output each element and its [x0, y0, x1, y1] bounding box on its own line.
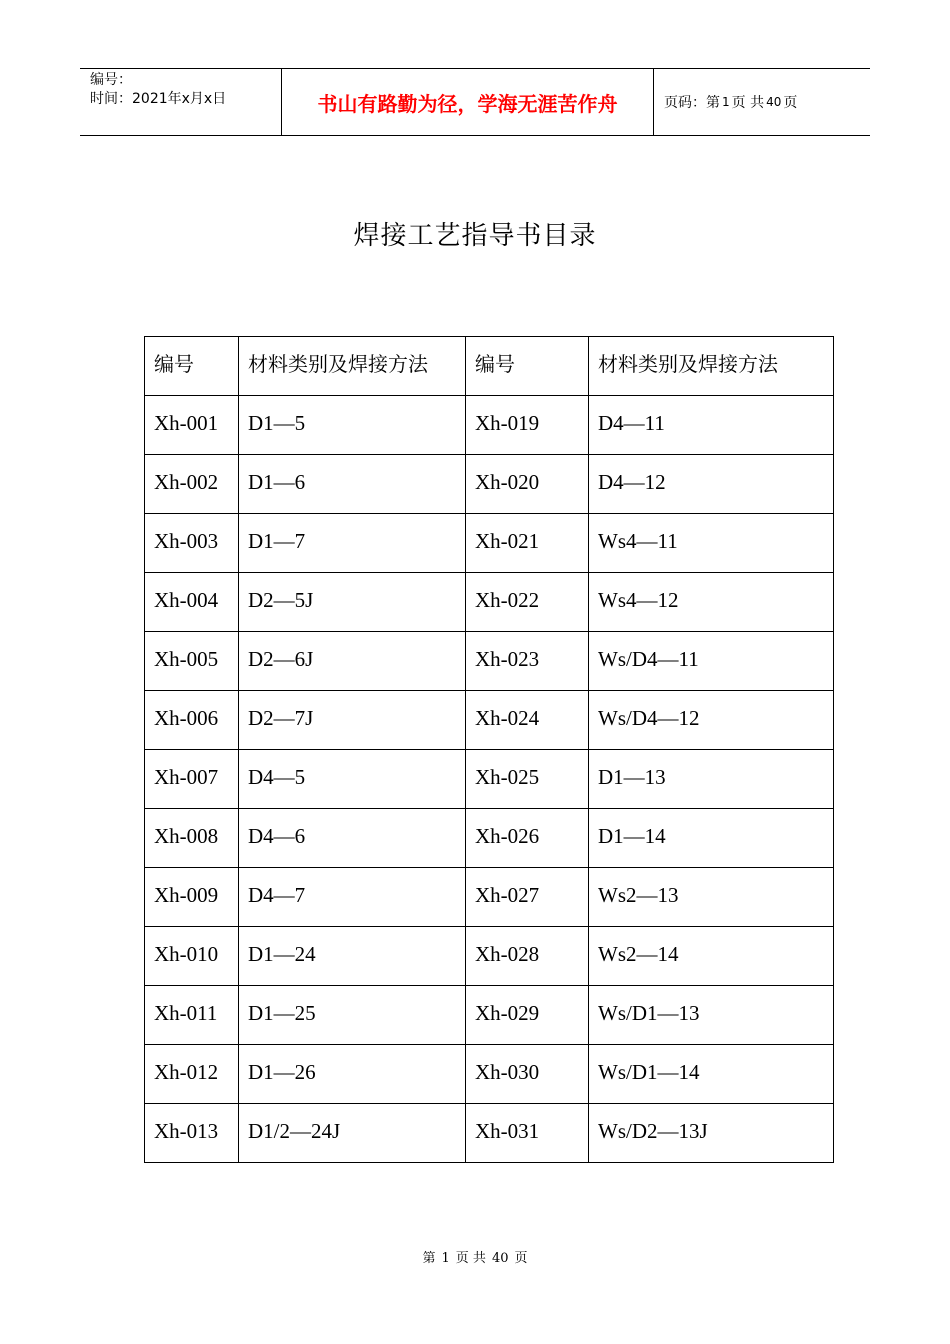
table-row — [145, 750, 834, 809]
page-footer — [0, 1247, 950, 1266]
cell-id-right: Xh-022 — [466, 573, 589, 632]
table-header-row — [145, 337, 834, 396]
cell-method-right: Ws/D1—14 — [589, 1045, 834, 1104]
cell-method-left: D1/2—24J — [239, 1104, 466, 1163]
cell-method-right: D4—11 — [589, 396, 834, 455]
cell-id-left: Xh-009 — [145, 868, 239, 927]
footer-mid: 页 共 — [455, 1251, 486, 1266]
cell-method-left: D4—5 — [239, 750, 466, 809]
cell-method-left: D4—7 — [239, 868, 466, 927]
cell-id-right: Xh-029 — [466, 986, 589, 1045]
cell-method-right: D4—12 — [589, 455, 834, 514]
cell-method-left: D1—24 — [239, 927, 466, 986]
header-motto-text: 书山有路勤为径，学海无涯苦作舟 — [317, 91, 618, 116]
cell-id-left: Xh-008 — [145, 809, 239, 868]
cell-id-right: Xh-028 — [466, 927, 589, 986]
header-page-suffix: 页 — [783, 95, 798, 111]
procedure-catalog-table — [144, 336, 834, 1163]
cell-id-left: Xh-011 — [145, 986, 239, 1045]
cell-id-left: Xh-005 — [145, 632, 239, 691]
footer-suffix: 页 — [514, 1251, 528, 1266]
cell-method-right: Ws4—11 — [589, 514, 834, 573]
cell-id-right: Xh-020 — [466, 455, 589, 514]
cell-id-left: Xh-004 — [145, 573, 239, 632]
page-header — [80, 68, 870, 136]
cell-method-right: D1—14 — [589, 809, 834, 868]
header-cell-id-right: 编号 — [466, 337, 589, 396]
table-row — [145, 396, 834, 455]
cell-method-right: Ws/D1—13 — [589, 986, 834, 1045]
table-row — [145, 868, 834, 927]
header-page-prefix: 页码：第 — [664, 95, 720, 111]
header-meta — [80, 69, 281, 135]
cell-method-right: Ws2—14 — [589, 927, 834, 986]
cell-method-left: D1—7 — [239, 514, 466, 573]
table-body — [145, 396, 834, 1163]
cell-method-right: Ws2—13 — [589, 868, 834, 927]
cell-id-left: Xh-003 — [145, 514, 239, 573]
cell-method-left: D1—26 — [239, 1045, 466, 1104]
cell-id-left: Xh-006 — [145, 691, 239, 750]
table-row — [145, 573, 834, 632]
cell-id-left: Xh-012 — [145, 1045, 239, 1104]
header-page-current: 1 — [722, 95, 730, 109]
cell-id-right: Xh-026 — [466, 809, 589, 868]
cell-method-left: D2—7J — [239, 691, 466, 750]
cell-method-right: Ws/D4—11 — [589, 632, 834, 691]
cell-id-right: Xh-019 — [466, 396, 589, 455]
header-cell-method-left: 材料类别及焊接方法 — [239, 337, 466, 396]
header-page-mid: 页 共 — [731, 95, 765, 111]
cell-method-right: Ws4—12 — [589, 573, 834, 632]
table-row — [145, 632, 834, 691]
footer-current: 1 — [441, 1251, 450, 1266]
table-row — [145, 514, 834, 573]
cell-id-left: Xh-013 — [145, 1104, 239, 1163]
header-time-label: 时间：2021年x月x日 — [90, 91, 227, 107]
cell-method-left: D1—25 — [239, 986, 466, 1045]
cell-id-right: Xh-024 — [466, 691, 589, 750]
cell-id-right: Xh-021 — [466, 514, 589, 573]
cell-id-left: Xh-007 — [145, 750, 239, 809]
cell-method-right: Ws/D2—13J — [589, 1104, 834, 1163]
cell-method-left: D1—5 — [239, 396, 466, 455]
cell-id-right: Xh-027 — [466, 868, 589, 927]
table-row — [145, 1104, 834, 1163]
table-row — [145, 455, 834, 514]
cell-method-left: D2—6J — [239, 632, 466, 691]
cell-id-right: Xh-025 — [466, 750, 589, 809]
table-row — [145, 691, 834, 750]
document-title: 焊接工艺指导书目录 — [353, 221, 597, 251]
header-id-label: 编号： — [90, 72, 132, 88]
table-row — [145, 809, 834, 868]
footer-total: 40 — [491, 1251, 509, 1266]
header-page-total: 40 — [766, 95, 782, 109]
table-row — [145, 986, 834, 1045]
cell-id-left: Xh-010 — [145, 927, 239, 986]
header-page-info — [654, 69, 870, 135]
cell-id-left: Xh-002 — [145, 455, 239, 514]
cell-id-left: Xh-001 — [145, 396, 239, 455]
table-row — [145, 927, 834, 986]
header-cell-id-left: 编号 — [145, 337, 239, 396]
header-cell-method-right: 材料类别及焊接方法 — [589, 337, 834, 396]
cell-method-right: Ws/D4—12 — [589, 691, 834, 750]
cell-method-left: D1—6 — [239, 455, 466, 514]
cell-id-right: Xh-030 — [466, 1045, 589, 1104]
footer-prefix: 第 — [422, 1251, 436, 1266]
cell-method-right: D1—13 — [589, 750, 834, 809]
header-motto — [281, 69, 654, 135]
cell-id-right: Xh-031 — [466, 1104, 589, 1163]
cell-id-right: Xh-023 — [466, 632, 589, 691]
table-row — [145, 1045, 834, 1104]
cell-method-left: D2—5J — [239, 573, 466, 632]
cell-method-left: D4—6 — [239, 809, 466, 868]
